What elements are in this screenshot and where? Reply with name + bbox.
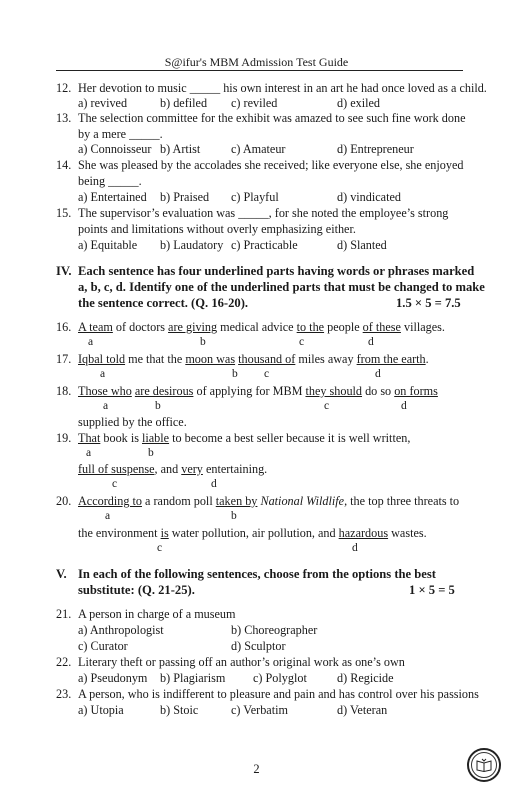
section-number: V. xyxy=(56,567,67,581)
option-d: d) vindicated xyxy=(337,190,401,204)
sentence-text: me that the xyxy=(125,352,186,366)
underlined-part-b: taken by xyxy=(215,494,258,508)
section-instruction-continued: a, b, c, d. Identify one of the underlined parts that must be changed to make xyxy=(78,280,485,294)
sentence-text: to become a best seller because it is well written, xyxy=(169,431,411,445)
underlined-part-c: they should xyxy=(305,384,363,398)
part-label-c: c xyxy=(157,542,163,554)
option-b: b) Stoic xyxy=(160,703,199,717)
underlined-part-c: thousand of xyxy=(238,352,296,366)
sentence-text: of applying for MBM xyxy=(193,384,306,398)
question-text-continued: being _____. xyxy=(78,174,142,188)
underlined-part-a: That xyxy=(78,431,101,445)
underlined-part-d: on forms xyxy=(394,384,438,398)
question-number: 12. xyxy=(56,81,72,95)
underlined-part-d: from the earth xyxy=(356,352,426,366)
part-label-d: d xyxy=(375,368,381,380)
question-text: Her devotion to music _____ his own interest in an art he had once loved as a child. xyxy=(78,81,487,95)
question-text-continued: points and limitations without overly emphasizing either. xyxy=(78,222,356,236)
question-number: 18. xyxy=(56,384,72,398)
underlined-part-c: full of suspense xyxy=(78,462,155,476)
question-number: 16. xyxy=(56,320,72,334)
part-label-d: d xyxy=(368,336,374,348)
option-d: d) Veteran xyxy=(337,703,388,717)
question-text: The supervisor’s evaluation was _____, for she noted the employee’s strong xyxy=(78,206,449,220)
part-label-b: b xyxy=(148,447,154,459)
option-b: b) Choreographer xyxy=(231,623,318,637)
part-label-c: c xyxy=(324,400,330,412)
option-d: d) Sculptor xyxy=(231,639,286,653)
question-number: 23. xyxy=(56,687,72,701)
question-sentence xyxy=(78,320,445,334)
underlined-part-a: According to xyxy=(78,494,142,508)
question-text-continued: by a mere _____. xyxy=(78,127,163,141)
publication-title: National Wildlife, xyxy=(260,494,348,508)
part-label-c: c xyxy=(264,368,270,380)
option-c: c) Amateur xyxy=(231,142,286,156)
page-number: 2 xyxy=(253,762,260,776)
option-c: c) Verbatim xyxy=(231,703,288,717)
option-d: d) exiled xyxy=(337,96,380,110)
underlined-part-d: of these xyxy=(362,320,401,334)
question-text-continued: supplied by the office. xyxy=(78,415,187,429)
header-rule xyxy=(56,70,463,71)
question-number: 22. xyxy=(56,655,72,669)
question-text: The selection committee for the exhibit was amazed to see such fine work done xyxy=(78,111,466,125)
underlined-part-c: is xyxy=(160,526,169,540)
part-label-d: d xyxy=(352,542,358,554)
part-label-b: b xyxy=(232,368,238,380)
underlined-part-b: are giving xyxy=(168,320,218,334)
underlined-part-d: very xyxy=(181,462,203,476)
part-label-c: c xyxy=(112,478,118,490)
sentence-text: of doctors xyxy=(112,320,169,334)
option-b: b) Artist xyxy=(160,142,201,156)
underlined-part-b: liable xyxy=(142,431,170,445)
section-marks: 1 × 5 = 5 xyxy=(409,583,455,597)
option-b: b) Laudatory xyxy=(160,238,224,252)
option-c: c) Polyglot xyxy=(253,671,307,685)
section-instruction-continued: substitute: (Q. 21-25). xyxy=(78,583,195,597)
question-number: 21. xyxy=(56,607,72,621)
question-number: 13. xyxy=(56,111,72,125)
underlined-part-a: Those who xyxy=(78,384,132,398)
part-label-a: a xyxy=(100,368,106,380)
option-a: a) Utopia xyxy=(78,703,124,717)
underlined-part-c: to the xyxy=(296,320,325,334)
part-label-b: b xyxy=(231,510,237,522)
part-label-b: b xyxy=(200,336,206,348)
part-label-a: a xyxy=(88,336,94,348)
question-sentence-continued xyxy=(78,526,427,540)
question-number: 15. xyxy=(56,206,72,220)
section-marks: 1.5 × 5 = 7.5 xyxy=(396,296,461,310)
part-label-d: d xyxy=(401,400,407,412)
question-number: 17. xyxy=(56,352,72,366)
underlined-part-a: A team xyxy=(78,320,113,334)
question-sentence xyxy=(78,494,459,508)
option-a: a) Entertained xyxy=(78,190,147,204)
sentence-text: , and xyxy=(154,462,182,476)
option-d: d) Slanted xyxy=(337,238,387,252)
question-number: 19. xyxy=(56,431,72,445)
option-b: b) Praised xyxy=(160,190,210,204)
open-book-icon xyxy=(476,758,492,772)
question-text: She was pleased by the accolades she received; like everyone else, she enjoyed xyxy=(78,158,464,172)
question-sentence xyxy=(78,352,429,366)
sentence-text: entertaining. xyxy=(202,462,268,476)
sentence-text: book is xyxy=(100,431,142,445)
question-sentence xyxy=(78,431,410,445)
option-c: c) reviled xyxy=(231,96,278,110)
option-c: c) Playful xyxy=(231,190,279,204)
sentence-text: people xyxy=(324,320,363,334)
option-b: b) defiled xyxy=(160,96,208,110)
underlined-part-b: are desirous xyxy=(134,384,194,398)
sentence-text: the top three threats to xyxy=(347,494,460,508)
section-instruction-continued: the sentence correct. (Q. 16-20). xyxy=(78,296,249,310)
emblem-inner-ring xyxy=(471,752,497,778)
sentence-text: miles away xyxy=(295,352,357,366)
question-text: A person in charge of a museum xyxy=(78,607,236,621)
option-a: a) Anthropologist xyxy=(78,623,164,637)
sentence-text: a random poll xyxy=(141,494,216,508)
part-label-d: d xyxy=(211,478,217,490)
sentence-text: medical advice xyxy=(217,320,297,334)
question-text: A person, who is indifferent to pleasure and pain and has control over his passions xyxy=(78,687,479,701)
section-number: IV. xyxy=(56,264,72,278)
question-number: 20. xyxy=(56,494,72,508)
question-sentence-continued xyxy=(78,462,267,476)
part-label-a: a xyxy=(103,400,109,412)
question-number: 14. xyxy=(56,158,72,172)
question-sentence xyxy=(78,384,438,398)
sentence-text: wastes. xyxy=(388,526,427,540)
sentence-text: villages. xyxy=(400,320,445,334)
underlined-part-a: Iqbal told xyxy=(78,352,126,366)
option-c: c) Practicable xyxy=(231,238,298,252)
option-d: d) Regicide xyxy=(337,671,394,685)
sentence-text: the environment xyxy=(78,526,161,540)
option-a: a) Equitable xyxy=(78,238,138,252)
option-c: c) Curator xyxy=(78,639,128,653)
option-d: d) Entrepreneur xyxy=(337,142,414,156)
question-text: Literary theft or passing off an author’s original work as one’s own xyxy=(78,655,405,669)
option-a: a) revived xyxy=(78,96,128,110)
section-instruction: Each sentence has four underlined parts having words or phrases marked xyxy=(78,264,475,278)
option-a: a) Pseudonym xyxy=(78,671,148,685)
section-instruction: In each of the following sentences, choose from the options the best xyxy=(78,567,436,581)
underlined-part-d: hazardous xyxy=(338,526,389,540)
sentence-text: water pollution, air pollution, and xyxy=(168,526,339,540)
option-b: b) Plagiarism xyxy=(160,671,226,685)
option-a: a) Connoisseur xyxy=(78,142,152,156)
sentence-text: . xyxy=(425,352,429,366)
sentence-text: do so xyxy=(362,384,395,398)
running-header: S@ifur's MBM Admission Test Guide xyxy=(164,55,349,69)
part-label-b: b xyxy=(155,400,161,412)
part-label-a: a xyxy=(86,447,92,459)
underlined-part-b: moon was xyxy=(185,352,236,366)
part-label-c: c xyxy=(299,336,305,348)
book-emblem-icon xyxy=(467,748,501,782)
part-label-a: a xyxy=(105,510,111,522)
